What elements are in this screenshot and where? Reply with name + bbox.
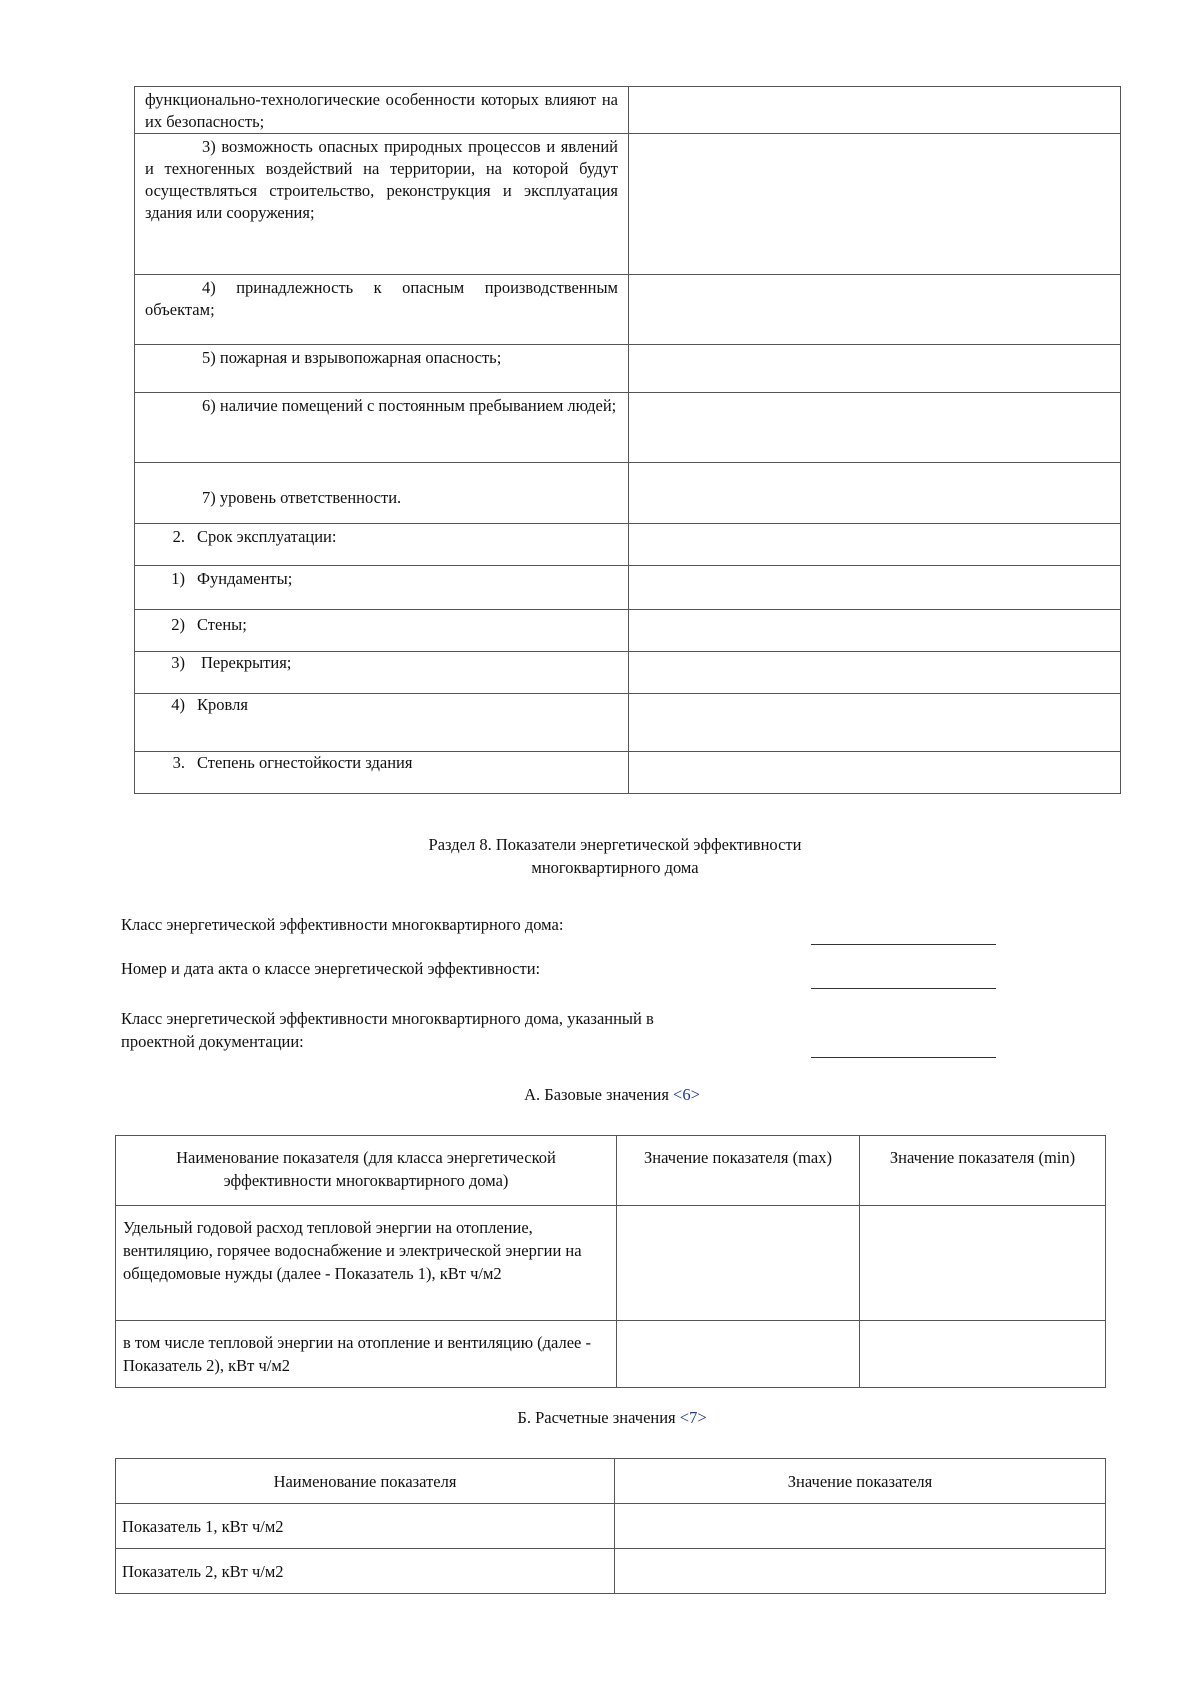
- max-value-cell[interactable]: [617, 1321, 860, 1388]
- table-row: [135, 566, 1121, 610]
- indicator-name: в том числе тепловой энергии на отопление и вентиляцию (далее - Показатель 2), кВт ч/м2: [116, 1321, 617, 1388]
- table-cell: [135, 694, 629, 752]
- footnote-link[interactable]: <6>: [673, 1085, 700, 1104]
- section-title-line: Раздел 8. Показатели энергетической эффективности: [428, 835, 802, 854]
- heading-text: Б. Расчетные значения: [517, 1408, 676, 1427]
- column-header: Наименование показателя: [116, 1459, 615, 1504]
- field-label: [121, 1007, 801, 1053]
- table-row: [135, 393, 1121, 463]
- column-header: Значение показателя (min): [860, 1136, 1106, 1206]
- max-value-cell[interactable]: [617, 1206, 860, 1321]
- value-cell[interactable]: [629, 463, 1121, 524]
- table-row: [116, 1504, 1106, 1549]
- table-cell: [135, 524, 629, 566]
- value-cell[interactable]: [629, 652, 1121, 694]
- table-row: [116, 1206, 1106, 1321]
- table-cell: [135, 345, 629, 393]
- row-text: Степень огнестойкости здания: [197, 753, 413, 772]
- value-cell[interactable]: [629, 694, 1121, 752]
- table-cell: [135, 652, 629, 694]
- table-row: [135, 752, 1121, 794]
- table-row: [116, 1321, 1106, 1388]
- column-header: Значение показателя: [615, 1459, 1106, 1504]
- table-row: [135, 463, 1121, 524]
- table-cell: [135, 610, 629, 652]
- heading-text: А. Базовые значения: [524, 1085, 669, 1104]
- value-cell[interactable]: [629, 393, 1121, 463]
- row-text: 6) наличие помещений с постоянным пребыванием людей;: [202, 396, 617, 415]
- table-row: [135, 345, 1121, 393]
- field-label: Класс энергетической эффективности многоквартирного дома:: [121, 915, 564, 934]
- value-cell[interactable]: [629, 345, 1121, 393]
- value-cell[interactable]: [629, 524, 1121, 566]
- indicator-name: Показатель 2, кВт ч/м2: [116, 1549, 615, 1594]
- value-cell[interactable]: [629, 610, 1121, 652]
- min-value-cell[interactable]: [860, 1206, 1106, 1321]
- table-cell: [135, 134, 629, 275]
- base-values-table: [115, 1135, 1106, 1388]
- table-row: [135, 134, 1121, 275]
- section-title-line: многоквартирного дома: [531, 858, 699, 877]
- field-label-line: Класс энергетической эффективности многоквартирного дома, указанный в: [121, 1009, 654, 1028]
- indicator-name: Показатель 1, кВт ч/м2: [116, 1504, 615, 1549]
- value-cell[interactable]: [629, 87, 1121, 134]
- field-label-line: проектной документации:: [121, 1032, 304, 1051]
- row-text: 4) принадлежность к опасным производственным объектам;: [145, 278, 618, 319]
- section-8-title: [350, 833, 880, 879]
- column-header: Значение показателя (max): [617, 1136, 860, 1206]
- row-text: Фундаменты;: [197, 569, 293, 588]
- column-header: Наименование показателя (для класса энергетической эффективности многоквартирного дома): [116, 1136, 617, 1206]
- act-number-date-blank[interactable]: [811, 988, 996, 989]
- row-text: Перекрытия;: [201, 653, 292, 672]
- value-cell[interactable]: [615, 1504, 1106, 1549]
- indicator-name: Удельный годовой расход тепловой энергии на отопление, вентиляцию, горячее водоснабжение и электрической энергии на общедомовые нужды (далее - Показатель 1), кВт ч/м2: [116, 1206, 617, 1321]
- footnote-link[interactable]: <7>: [679, 1408, 707, 1427]
- row-text: Срок эксплуатации:: [197, 527, 337, 546]
- row-text: Кровля: [197, 695, 248, 714]
- row-text: Стены;: [197, 615, 247, 634]
- row-text: 7) уровень ответственности.: [202, 488, 402, 507]
- table-b-heading: [12, 1408, 1200, 1428]
- table-cell: [135, 393, 629, 463]
- table-row: [135, 652, 1121, 694]
- table-cell: [135, 463, 629, 524]
- row-text: 5) пожарная и взрывопожарная опасность;: [202, 348, 502, 367]
- table-header-row: [116, 1136, 1106, 1206]
- building-characteristics-table: [134, 86, 1121, 794]
- table-a-heading: [12, 1085, 1200, 1105]
- table-cell: [135, 752, 629, 794]
- value-cell[interactable]: [629, 566, 1121, 610]
- table-cell: [135, 566, 629, 610]
- item-number: 2): [171, 615, 185, 634]
- row-text: функционально-технологические особенности которых влияют на их безопасность;: [145, 90, 618, 131]
- item-number: 3): [171, 653, 185, 672]
- value-cell[interactable]: [629, 275, 1121, 345]
- item-number: 1): [171, 569, 185, 588]
- item-number: 2.: [172, 527, 185, 546]
- energy-class-blank[interactable]: [811, 944, 996, 945]
- calculated-values-table: [115, 1458, 1106, 1594]
- value-cell[interactable]: [615, 1549, 1106, 1594]
- min-value-cell[interactable]: [860, 1321, 1106, 1388]
- table-row: [135, 87, 1121, 134]
- table-row: [116, 1549, 1106, 1594]
- table-cell: [135, 87, 629, 134]
- project-energy-class-blank[interactable]: [811, 1057, 996, 1058]
- table-row: [135, 694, 1121, 752]
- item-number: 3.: [172, 753, 185, 772]
- table-row: [135, 524, 1121, 566]
- value-cell[interactable]: [629, 134, 1121, 275]
- table-cell: [135, 275, 629, 345]
- table-header-row: [116, 1459, 1106, 1504]
- row-text: 3) возможность опасных природных процессов и явлений и техногенных воздействий на территории, на которой будут осуществляться строительство, реконструкция и эксплуатация здания или сооружения;: [145, 137, 618, 222]
- field-label: Номер и дата акта о классе энергетической эффективности:: [121, 959, 541, 978]
- table-row: [135, 610, 1121, 652]
- item-number: 4): [171, 695, 185, 714]
- value-cell[interactable]: [629, 752, 1121, 794]
- table-row: [135, 275, 1121, 345]
